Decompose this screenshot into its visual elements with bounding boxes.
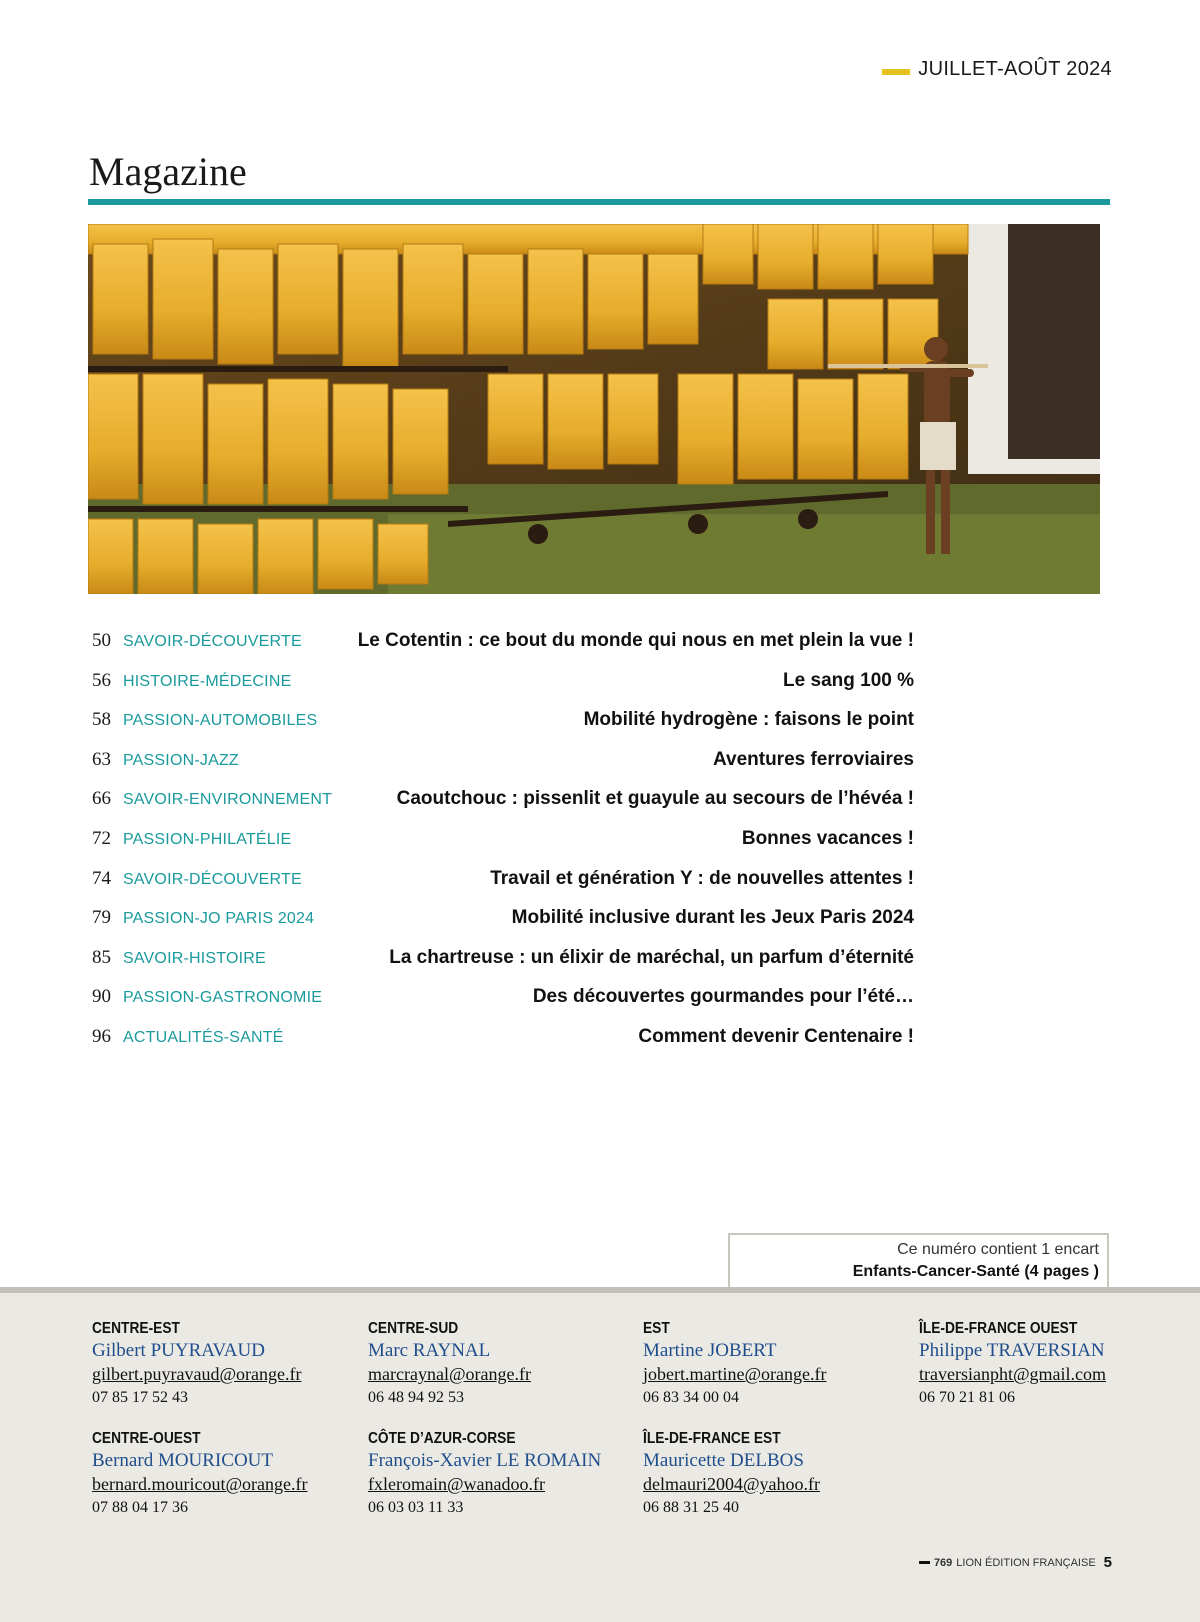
contact-region: CENTRE-SUD bbox=[368, 1320, 459, 1337]
contact-phone: 07 88 04 17 36 bbox=[92, 1499, 188, 1516]
toc-article-title: Le sang 100 % bbox=[783, 669, 914, 691]
contact-email[interactable]: bernard.mouricout@orange.fr bbox=[92, 1474, 308, 1494]
contact-region: CÔTE D’AZUR-CORSE bbox=[368, 1430, 516, 1447]
toc-entry[interactable] bbox=[92, 630, 914, 670]
contact-card bbox=[368, 1320, 628, 1407]
contact-phone: 07 85 17 52 43 bbox=[92, 1389, 188, 1406]
toc-article-title: Mobilité hydrogène : faisons le point bbox=[583, 709, 914, 731]
contact-name: Philippe TRAVERSIAN bbox=[919, 1340, 1105, 1361]
toc-category: PASSION-PHILATÉLIE bbox=[123, 830, 292, 848]
toc-page-number: 56 bbox=[92, 669, 111, 691]
toc-entry[interactable] bbox=[92, 947, 914, 987]
toc-category: SAVOIR-HISTOIRE bbox=[123, 949, 266, 967]
contact-phone: 06 03 03 11 33 bbox=[368, 1499, 464, 1516]
contact-phone: 06 70 21 81 06 bbox=[919, 1389, 1015, 1406]
toc-page-number: 79 bbox=[92, 907, 111, 929]
toc-article-title: Le Cotentin : ce bout du monde qui nous en met plein la vue ! bbox=[357, 630, 914, 651]
toc-category: HISTOIRE-MÉDECINE bbox=[123, 672, 292, 690]
folio-dash bbox=[919, 1561, 930, 1564]
issue-date bbox=[882, 58, 1112, 81]
contact-email[interactable]: gilbert.puyravaud@orange.fr bbox=[92, 1364, 302, 1384]
toc-article-title: La chartreuse : un élixir de maréchal, un parfum d’éternité bbox=[389, 946, 914, 968]
page-number: 5 bbox=[1103, 1554, 1112, 1571]
toc-entry[interactable] bbox=[92, 749, 914, 789]
contact-phone: 06 88 31 25 40 bbox=[643, 1499, 739, 1516]
toc-category: PASSION-GASTRONOMIE bbox=[123, 989, 323, 1007]
issue-number: 769 bbox=[933, 1556, 953, 1569]
folio bbox=[919, 1554, 1112, 1571]
toc-category: PASSION-JO PARIS 2024 bbox=[123, 910, 315, 928]
toc-category: SAVOIR-DÉCOUVERTE bbox=[123, 870, 302, 888]
toc-article-title: Bonnes vacances ! bbox=[741, 827, 914, 849]
toc-page-number: 74 bbox=[92, 867, 111, 889]
toc-category: PASSION-JAZZ bbox=[123, 751, 239, 769]
toc-page-number: 66 bbox=[92, 788, 111, 810]
toc-category: SAVOIR-DÉCOUVERTE bbox=[123, 633, 302, 650]
toc-page-number: 63 bbox=[92, 748, 111, 770]
contact-name: Martine JOBERT bbox=[643, 1340, 777, 1361]
toc-page-number: 72 bbox=[92, 827, 111, 849]
toc-article-title: Mobilité inclusive durant les Jeux Paris 2024 bbox=[511, 907, 914, 929]
contact-card bbox=[92, 1430, 352, 1517]
insert-notice-line1: Ce numéro contient 1 encart bbox=[897, 1241, 1099, 1258]
contact-card bbox=[92, 1320, 352, 1407]
toc-entry[interactable] bbox=[92, 868, 914, 908]
table-of-contents bbox=[92, 630, 914, 1066]
toc-article-title: Aventures ferroviaires bbox=[712, 748, 914, 770]
contact-name: Bernard MOURICOUT bbox=[92, 1450, 274, 1471]
contact-email[interactable]: jobert.martine@orange.fr bbox=[643, 1364, 827, 1384]
contact-region: ÎLE-DE-FRANCE OUEST bbox=[919, 1320, 1078, 1337]
section-title: Magazine bbox=[89, 149, 247, 194]
toc-category: ACTUALITÉS-SANTÉ bbox=[123, 1028, 284, 1046]
contact-region: ÎLE-DE-FRANCE EST bbox=[643, 1430, 781, 1447]
toc-page-number: 85 bbox=[92, 946, 111, 968]
contact-name: Marc RAYNAL bbox=[368, 1340, 491, 1361]
toc-page-number: 50 bbox=[92, 630, 111, 651]
contact-card bbox=[643, 1430, 903, 1517]
contact-email[interactable]: marcraynal@orange.fr bbox=[368, 1364, 531, 1384]
insert-notice bbox=[728, 1233, 1109, 1287]
contact-email[interactable]: traversianpht@gmail.com bbox=[919, 1364, 1107, 1384]
toc-article-title: Travail et génération Y : de nouvelles attentes ! bbox=[490, 867, 914, 889]
accent-dash bbox=[882, 69, 910, 75]
toc-article-title: Caoutchouc : pissenlit et guayule au secours de l’hévéa ! bbox=[396, 788, 914, 810]
photo-rubber-sheets-drying bbox=[88, 224, 1100, 594]
contact-email[interactable]: delmauri2004@yahoo.fr bbox=[643, 1474, 821, 1494]
toc-entry[interactable] bbox=[92, 788, 914, 828]
toc-entry[interactable] bbox=[92, 986, 914, 1026]
contact-region: CENTRE-OUEST bbox=[92, 1430, 201, 1447]
contact-name: Mauricette DELBOS bbox=[643, 1450, 804, 1471]
section-rule bbox=[88, 199, 1110, 205]
toc-entry[interactable] bbox=[92, 709, 914, 749]
contacts-panel-rule bbox=[0, 1287, 1200, 1293]
insert-notice-line2: Enfants-Cancer-Santé (4 pages ) bbox=[852, 1263, 1099, 1280]
toc-page-number: 58 bbox=[92, 709, 111, 731]
toc-entry[interactable] bbox=[92, 1026, 914, 1066]
toc-category: PASSION-AUTOMOBILES bbox=[123, 712, 318, 730]
publication-name: LION ÉDITION FRANÇAISE bbox=[956, 1556, 1096, 1569]
contact-phone: 06 48 94 92 53 bbox=[368, 1389, 464, 1406]
hero-image bbox=[88, 224, 1100, 594]
contact-region: CENTRE-EST bbox=[92, 1320, 180, 1337]
toc-article-title: Des découvertes gourmandes pour l’été… bbox=[532, 986, 914, 1008]
contact-card bbox=[919, 1320, 1179, 1407]
toc-entry[interactable] bbox=[92, 828, 914, 868]
toc-entry[interactable] bbox=[92, 670, 914, 710]
toc-article-title: Comment devenir Centenaire ! bbox=[638, 1025, 914, 1047]
toc-page-number: 90 bbox=[92, 986, 111, 1008]
contact-email[interactable]: fxleromain@wanadoo.fr bbox=[368, 1474, 546, 1494]
toc-category: SAVOIR-ENVIRONNEMENT bbox=[123, 791, 333, 809]
contact-name: François-Xavier LE ROMAIN bbox=[368, 1450, 602, 1471]
contact-region: EST bbox=[643, 1320, 670, 1337]
contact-card bbox=[643, 1320, 903, 1407]
toc-entry[interactable] bbox=[92, 907, 914, 947]
issue-date-label: JUILLET-AOÛT 2024 bbox=[918, 58, 1112, 80]
contact-card bbox=[368, 1430, 628, 1517]
contact-name: Gilbert PUYRAVAUD bbox=[92, 1340, 265, 1361]
toc-page-number: 96 bbox=[92, 1025, 111, 1047]
contact-phone: 06 83 34 00 04 bbox=[643, 1389, 739, 1406]
